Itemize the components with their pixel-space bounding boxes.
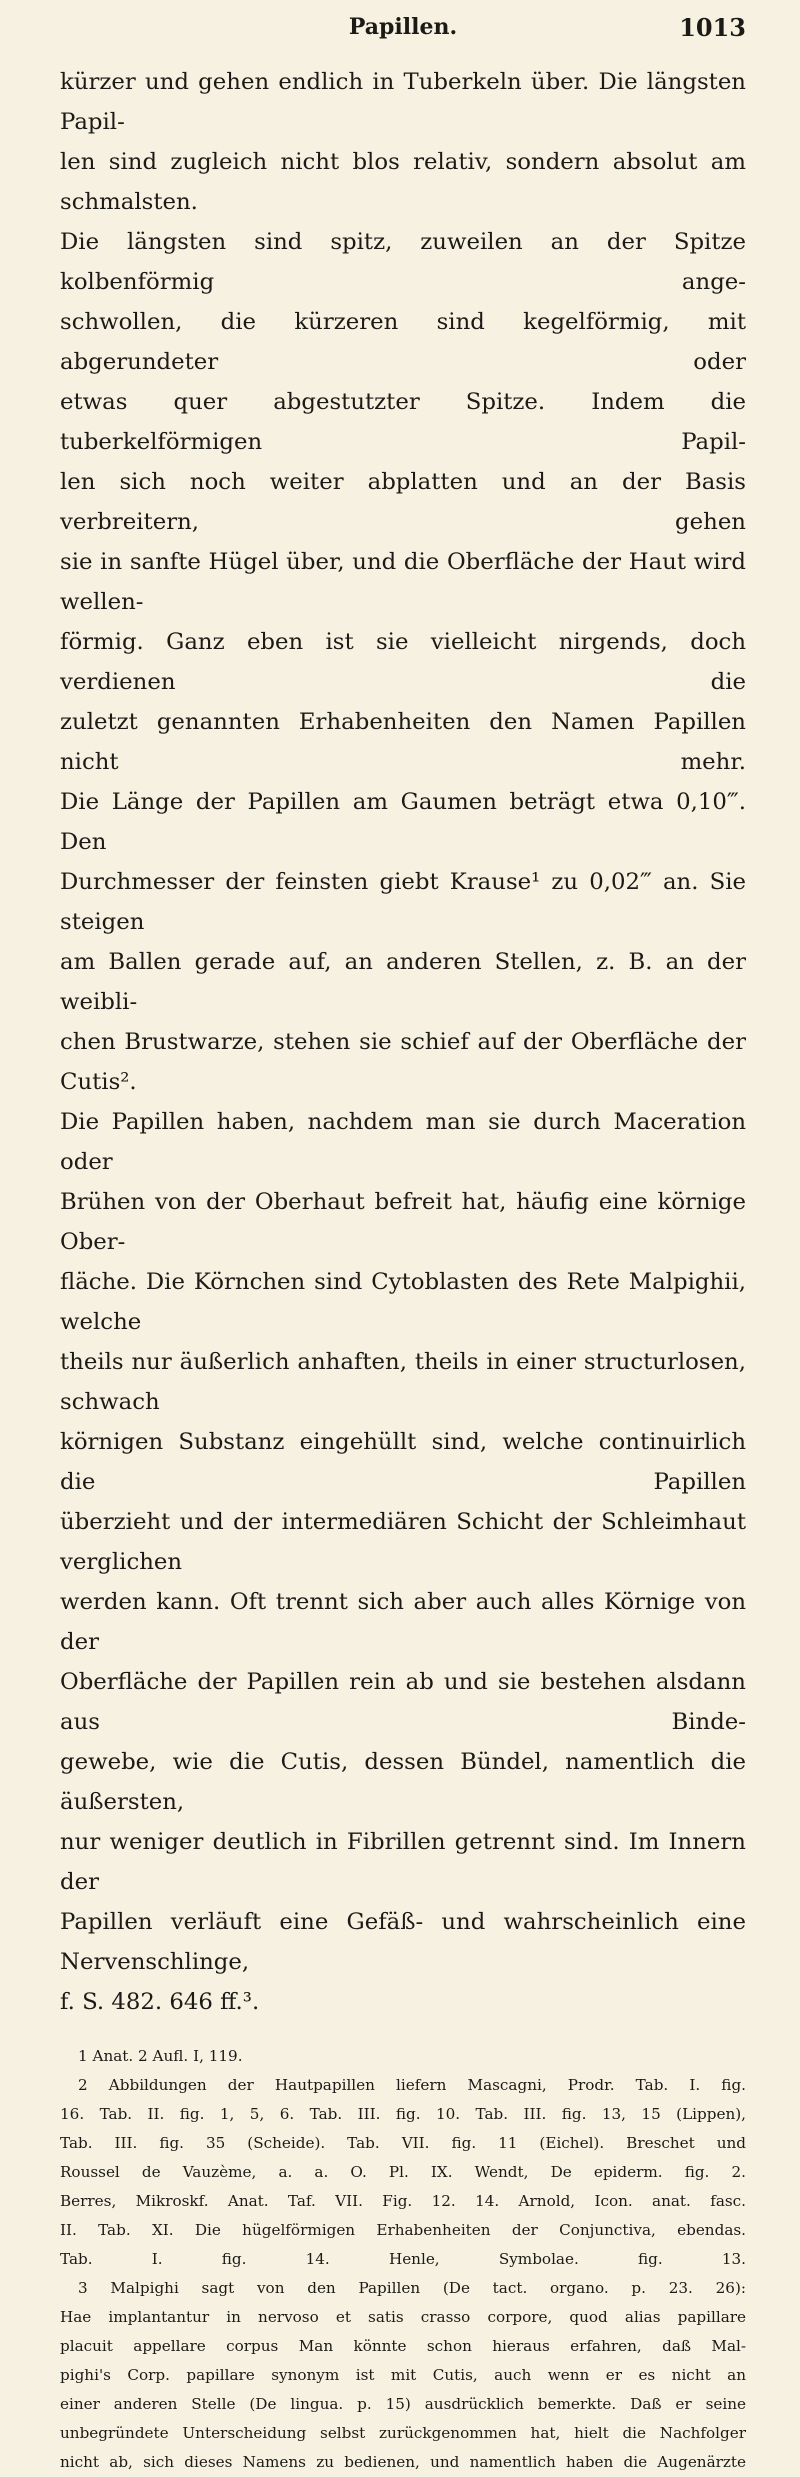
text-line: Die Länge der Papillen am Gaumen beträgt etwa 0,10‴. Den xyxy=(60,789,746,855)
footnote-3-line: unbegründete Unterscheidung selbst zurückgenommen hat, hielt die Nachfolger xyxy=(60,2424,746,2442)
footnotes xyxy=(60,2042,746,2477)
footnote-2-line: Roussel de Vauzème, a. a. O. Pl. IX. Wendt, De epiderm. fig. 2. xyxy=(60,2163,746,2181)
main-text xyxy=(60,62,746,2022)
text-line: gewebe, wie die Cutis, dessen Bündel, namentlich die äußersten, xyxy=(60,1749,746,1815)
text-line: len sich noch weiter abplatten und an der Basis verbreitern, gehen xyxy=(60,469,746,535)
running-title: Papillen. xyxy=(348,14,458,40)
text-line: nur weniger deutlich in Fibrillen getrennt sind. Im Innern der xyxy=(60,1829,746,1895)
page-header xyxy=(60,0,746,62)
text-line: fläche. Die Körnchen sind Cytoblasten des Rete Malpighii, welche xyxy=(60,1269,746,1335)
text-line: am Ballen gerade auf, an anderen Stellen, z. B. an der weibli- xyxy=(60,949,746,1015)
text-line: theils nur äußerlich anhaften, theils in einer structurlosen, schwach xyxy=(60,1349,746,1415)
text-line: Brühen von der Oberhaut befreit hat, häufig eine körnige Ober- xyxy=(60,1189,746,1255)
text-line: Durchmesser der feinsten giebt Krause¹ zu 0,02‴ an. Sie steigen xyxy=(60,869,746,935)
text-line: Die längsten sind spitz, zuweilen an der Spitze kolbenförmig ange- xyxy=(60,229,746,295)
footnote-3-line: 3 Malpighi sagt von den Papillen (De tact. organo. p. 23. 26): xyxy=(78,2279,746,2297)
page-number: 1013 xyxy=(679,13,746,42)
footnote-2-line: Tab. I. fig. 14. Henle, Symbolae. fig. 13. xyxy=(60,2250,746,2268)
text-line: Oberfläche der Papillen rein ab und sie bestehen alsdann aus Binde- xyxy=(60,1669,746,1735)
footnote-2-line: Berres, Mikroskf. Anat. Taf. VII. Fig. 12. 14. Arnold, Icon. anat. fasc. xyxy=(60,2192,746,2210)
text-line: förmig. Ganz eben ist sie vielleicht nirgends, doch verdienen die xyxy=(60,629,746,695)
text-line: zuletzt genannten Erhabenheiten den Namen Papillen nicht mehr. xyxy=(60,709,746,775)
footnote-3-line: pighi's Corp. papillare synonym ist mit Cutis, auch wenn er es nicht an xyxy=(60,2366,746,2384)
text-line: überzieht und der intermediären Schicht der Schleimhaut verglichen xyxy=(60,1509,746,1575)
footnote-1: 1 Anat. 2 Aufl. I, 119. xyxy=(78,2047,243,2065)
text-line: werden kann. Oft trennt sich aber auch alles Körnige von der xyxy=(60,1589,746,1655)
text-line: sie in sanfte Hügel über, und die Oberfläche der Haut wird wellen- xyxy=(60,549,746,615)
text-line: kürzer und gehen endlich in Tuberkeln über. Die längsten Papil- xyxy=(60,69,746,135)
text-line: chen Brustwarze, stehen sie schief auf der Oberfläche der Cutis². xyxy=(60,1029,746,1095)
footnote-2-line: Tab. III. fig. 35 (Scheide). Tab. VII. fig. 11 (Eichel). Breschet und xyxy=(60,2134,746,2152)
footnote-2-line: II. Tab. XI. Die hügelförmigen Erhabenheiten der Conjunctiva, ebendas. xyxy=(60,2221,746,2239)
text-line: körnigen Substanz eingehüllt sind, welche continuirlich die Papillen xyxy=(60,1429,746,1495)
footnote-3-line: placuit appellare corpus Man könnte schon hieraus erfahren, daß Mal- xyxy=(60,2337,746,2355)
text-line: Die Papillen haben, nachdem man sie durch Maceration oder xyxy=(60,1109,746,1175)
footnote-3-line: einer anderen Stelle (De lingua. p. 15) ausdrücklich bemerkte. Daß er seine xyxy=(60,2395,746,2413)
footnote-2-line: 2 Abbildungen der Hautpapillen liefern Mascagni, Prodr. Tab. I. fig. xyxy=(78,2076,746,2094)
text-line: len sind zugleich nicht blos relativ, sondern absolut am schmalsten. xyxy=(60,149,746,215)
text-line: f. S. 482. 646 ff.³. xyxy=(60,1989,260,2015)
text-line: etwas quer abgestutzter Spitze. Indem die tuberkelförmigen Papil- xyxy=(60,389,746,455)
footnote-2-line: 16. Tab. II. fig. 1, 5, 6. Tab. III. fig. 10. Tab. III. fig. 13, 15 (Lippen), xyxy=(60,2105,746,2123)
text-line: schwollen, die kürzeren sind kegelförmig, mit abgerundeter oder xyxy=(60,309,746,375)
text-line: Papillen verläuft eine Gefäß- und wahrscheinlich eine Nervenschlinge, xyxy=(60,1909,746,1975)
footnote-3-line: nicht ab, sich dieses Namens zu bedienen, und namentlich haben die Augenärzte xyxy=(60,2453,746,2471)
footnote-3-line: Hae implantantur in nervoso et satis crasso corpore, quod alias papillare xyxy=(60,2308,746,2326)
